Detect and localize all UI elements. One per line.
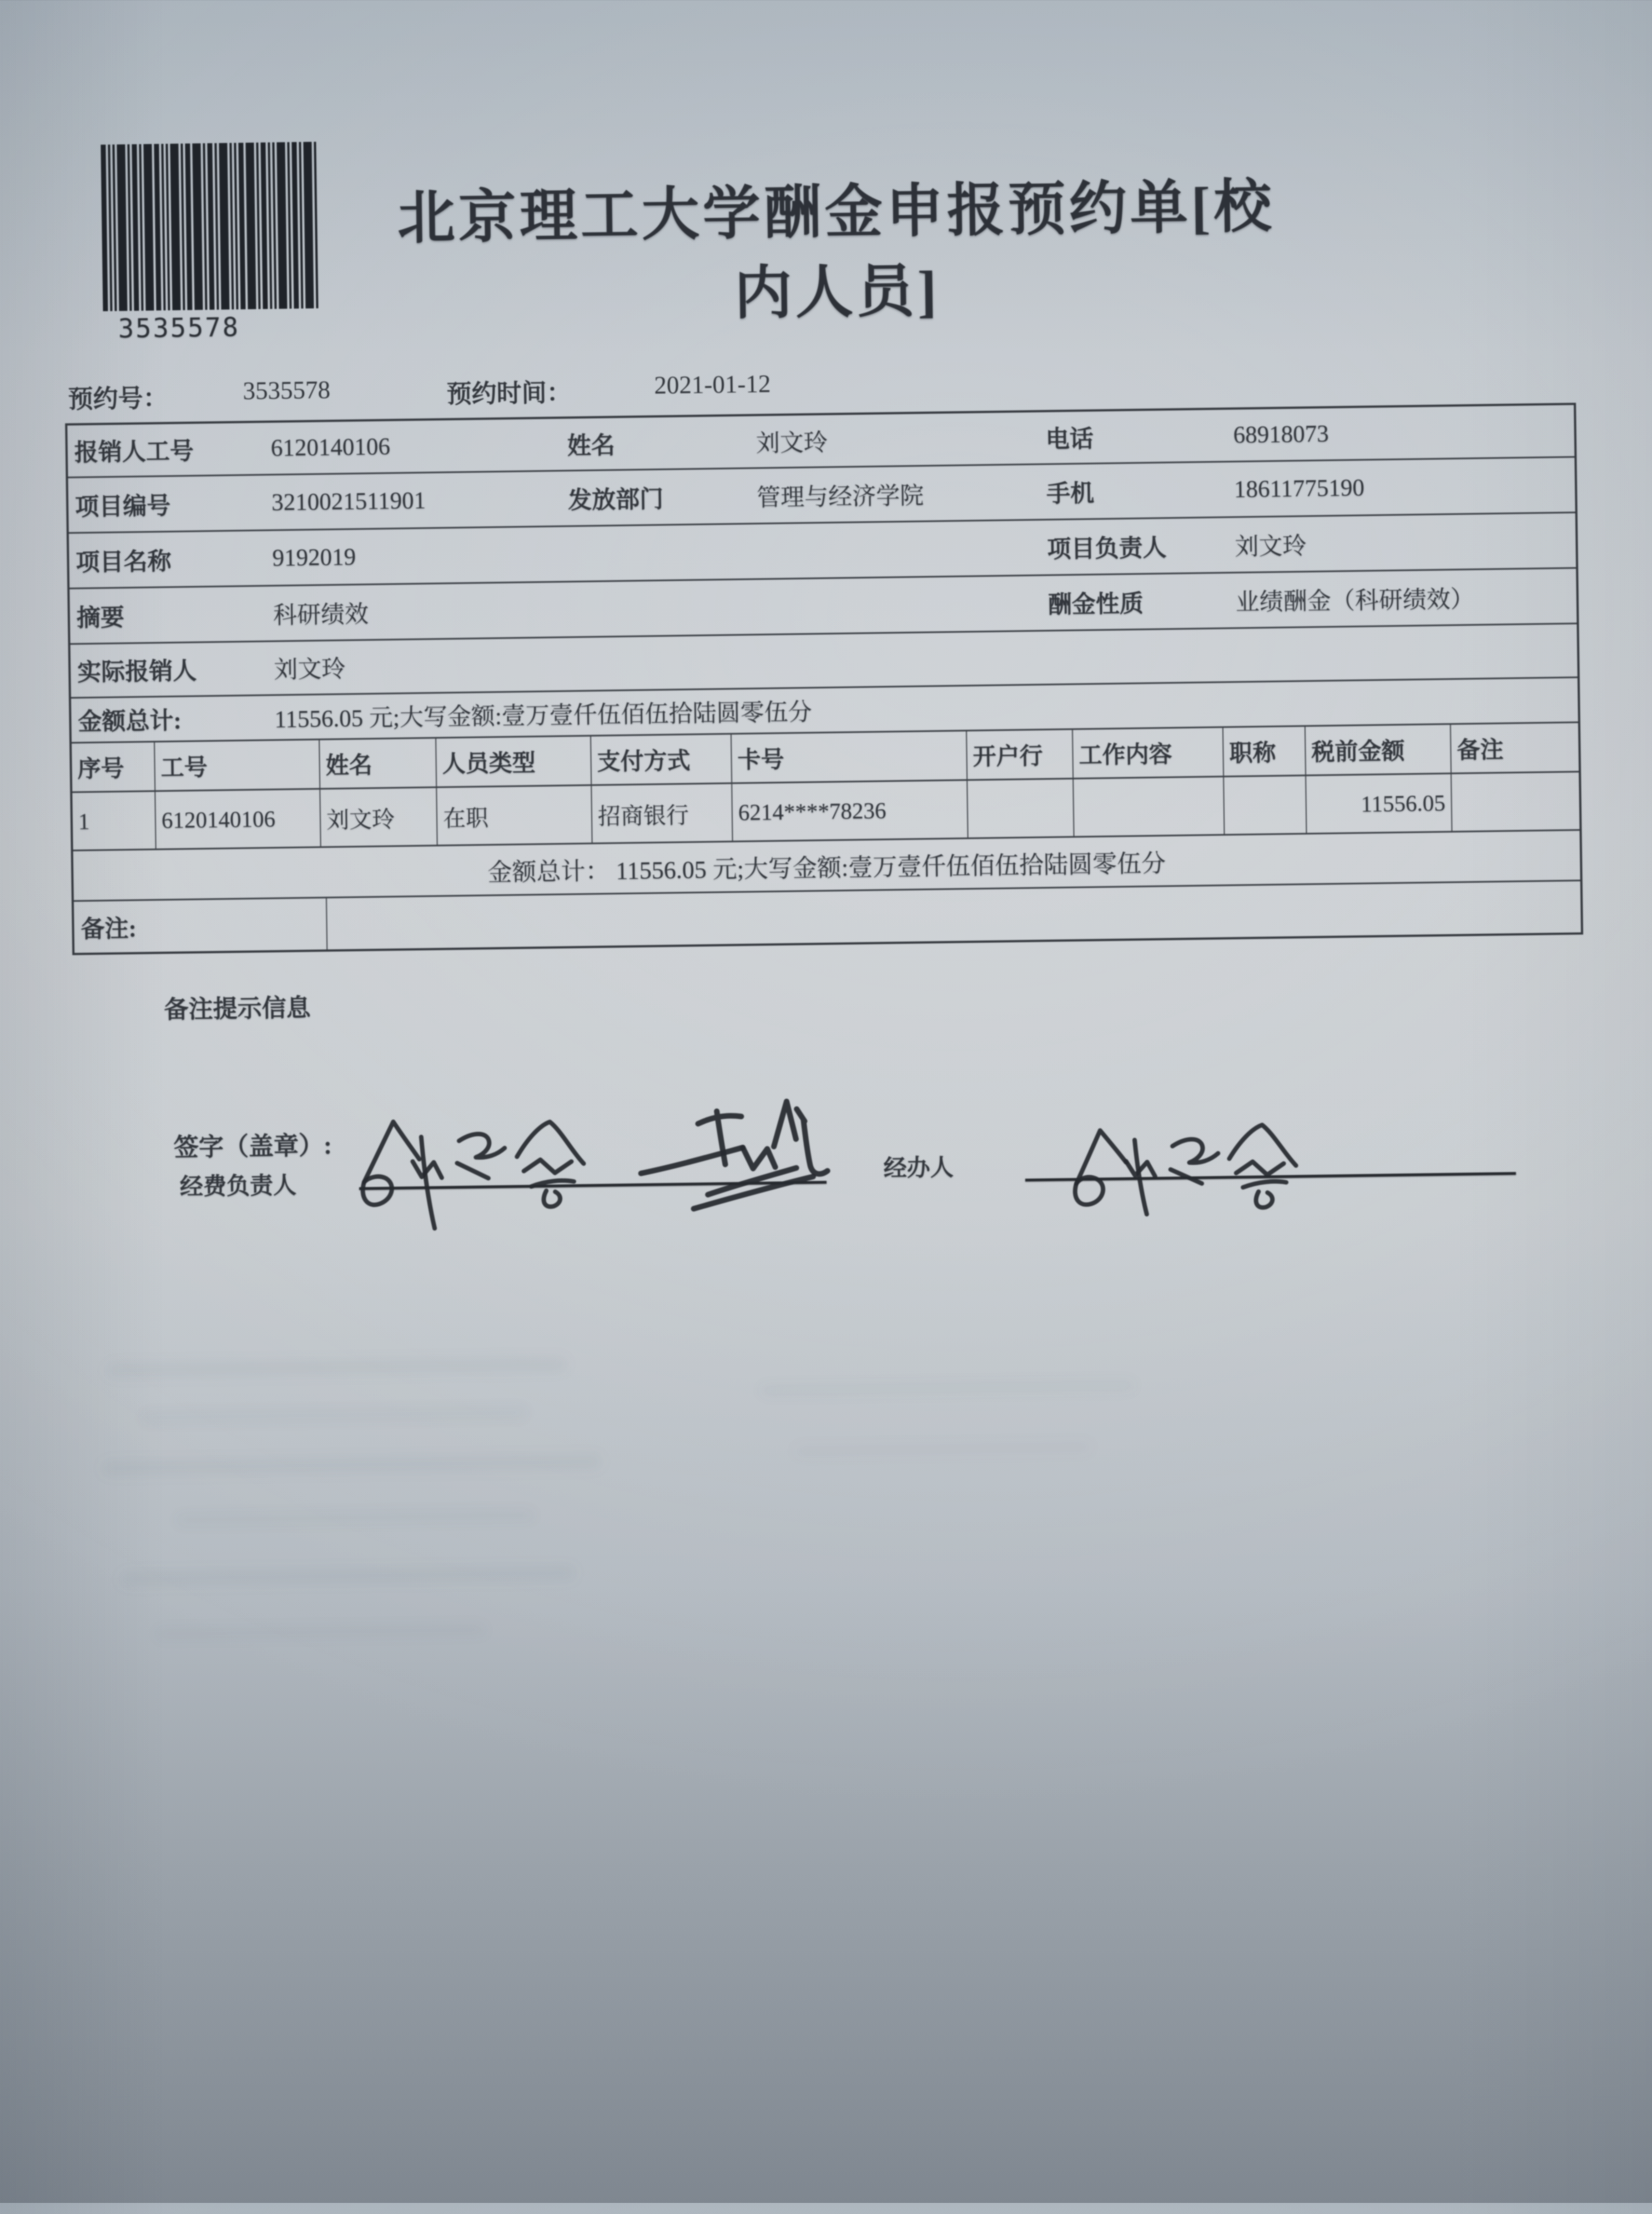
cell-person-type: 在职 (437, 786, 592, 845)
ink-bleed-through (759, 1378, 1136, 1397)
col-header-staff-id: 工号 (155, 740, 320, 790)
col-header-job-title: 职称 (1223, 727, 1306, 776)
field-label: 金额总计: (78, 708, 182, 736)
cell-card-no: 6214****78236 (732, 781, 968, 841)
col-header-pretax-amount: 税前金额 (1306, 725, 1452, 775)
col-header-bank: 开户行 (967, 730, 1074, 779)
field-value: 18611775190 (1233, 474, 1365, 502)
field-value: 3210021511901 (271, 487, 426, 516)
col-header-person-type: 人员类型 (436, 737, 592, 787)
col-header-work: 工作内容 (1073, 728, 1224, 778)
field-label: 实际报销人 (77, 658, 197, 686)
field-label: 姓名 (567, 432, 616, 460)
field-value: 刘文玲 (1235, 533, 1307, 560)
field-value: 68918073 (1233, 421, 1329, 449)
field-label: 报销人工号 (74, 438, 194, 466)
funder-label: 经费负责人 (179, 1173, 297, 1200)
cell-job-title (1224, 776, 1307, 834)
reservation-line (0, 358, 1642, 414)
cell-staff-id: 6120140106 (155, 789, 321, 848)
col-header-remark: 备注 (1457, 737, 1504, 764)
field-value: 6120140106 (270, 434, 391, 462)
field-value: 刘文玲 (756, 430, 828, 457)
cell-seq: 1 (72, 792, 156, 849)
ink-bleed-through (175, 1508, 536, 1527)
barcode-number: 3535578 (118, 312, 240, 345)
field-value: 11556.05 元;大写金额:壹万壹仟伍佰伍拾陆圆零伍分 (274, 699, 813, 733)
document-title (253, 165, 1421, 341)
remarks-hint-label: 备注提示信息 (164, 994, 311, 1024)
field-value: 管理与经济学院 (756, 482, 924, 511)
reservation-no-value: 3535578 (243, 376, 331, 405)
field-label: 酬金性质 (1047, 591, 1144, 618)
ink-bleed-through (140, 1405, 528, 1425)
ink-bleed-through (120, 1566, 575, 1586)
col-header-seq: 序号 (72, 742, 155, 791)
ink-bleed-through (793, 1440, 1092, 1458)
col-header-pay-method: 支付方式 (591, 734, 732, 784)
field-label: 电话 (1045, 426, 1094, 453)
field-label: 摘要 (76, 605, 125, 632)
funder-signature-1 (350, 1112, 618, 1244)
ink-bleed-through (102, 1455, 602, 1476)
col-header-card-no: 卡号 (732, 731, 968, 782)
col-header-name: 姓名 (320, 738, 437, 788)
field-value: 刘文玲 (274, 656, 346, 683)
cell-pretax-amount: 11556.05 (1306, 774, 1452, 833)
funder-signature-2 (624, 1093, 859, 1224)
cell-pay-method: 招商银行 (592, 784, 733, 842)
field-label: 发放部门 (567, 486, 664, 514)
ink-bleed-through (106, 1357, 567, 1377)
field-value: 业绩酬金（科研绩效） (1235, 586, 1475, 616)
operator-signature (1063, 1116, 1320, 1231)
field-value: 9192019 (272, 544, 356, 571)
cell-bank (968, 779, 1074, 838)
form-table (65, 402, 1583, 955)
title-line-2: 内人员] (734, 259, 941, 326)
reservation-no-label: 预约号： (68, 384, 168, 414)
cell-remark (1452, 772, 1579, 831)
reservation-time-label: 预约时间： (446, 379, 572, 409)
detail-total-row: 金额总计： 11556.05 元;大写金额:壹万壹仟伍佰伍拾陆圆零伍分 (73, 831, 1580, 902)
reservation-time-value: 2021-01-12 (654, 370, 771, 400)
cell-work (1074, 777, 1225, 836)
ink-bleed-through (154, 1622, 487, 1641)
operator-label: 经办人 (883, 1155, 954, 1182)
remarks-label: 备注: (74, 898, 328, 953)
cell-name: 刘文玲 (320, 788, 437, 846)
signature-section-label: 签字（盖章）: (173, 1131, 333, 1162)
field-label: 手机 (1046, 480, 1095, 507)
field-label: 项目名称 (75, 548, 172, 576)
field-label: 项目编号 (74, 492, 171, 521)
field-value: 科研绩效 (273, 601, 369, 629)
field-label: 项目负责人 (1047, 535, 1167, 563)
title-line-1: 北京理工大学酬金申报预约单[校 (397, 174, 1276, 251)
